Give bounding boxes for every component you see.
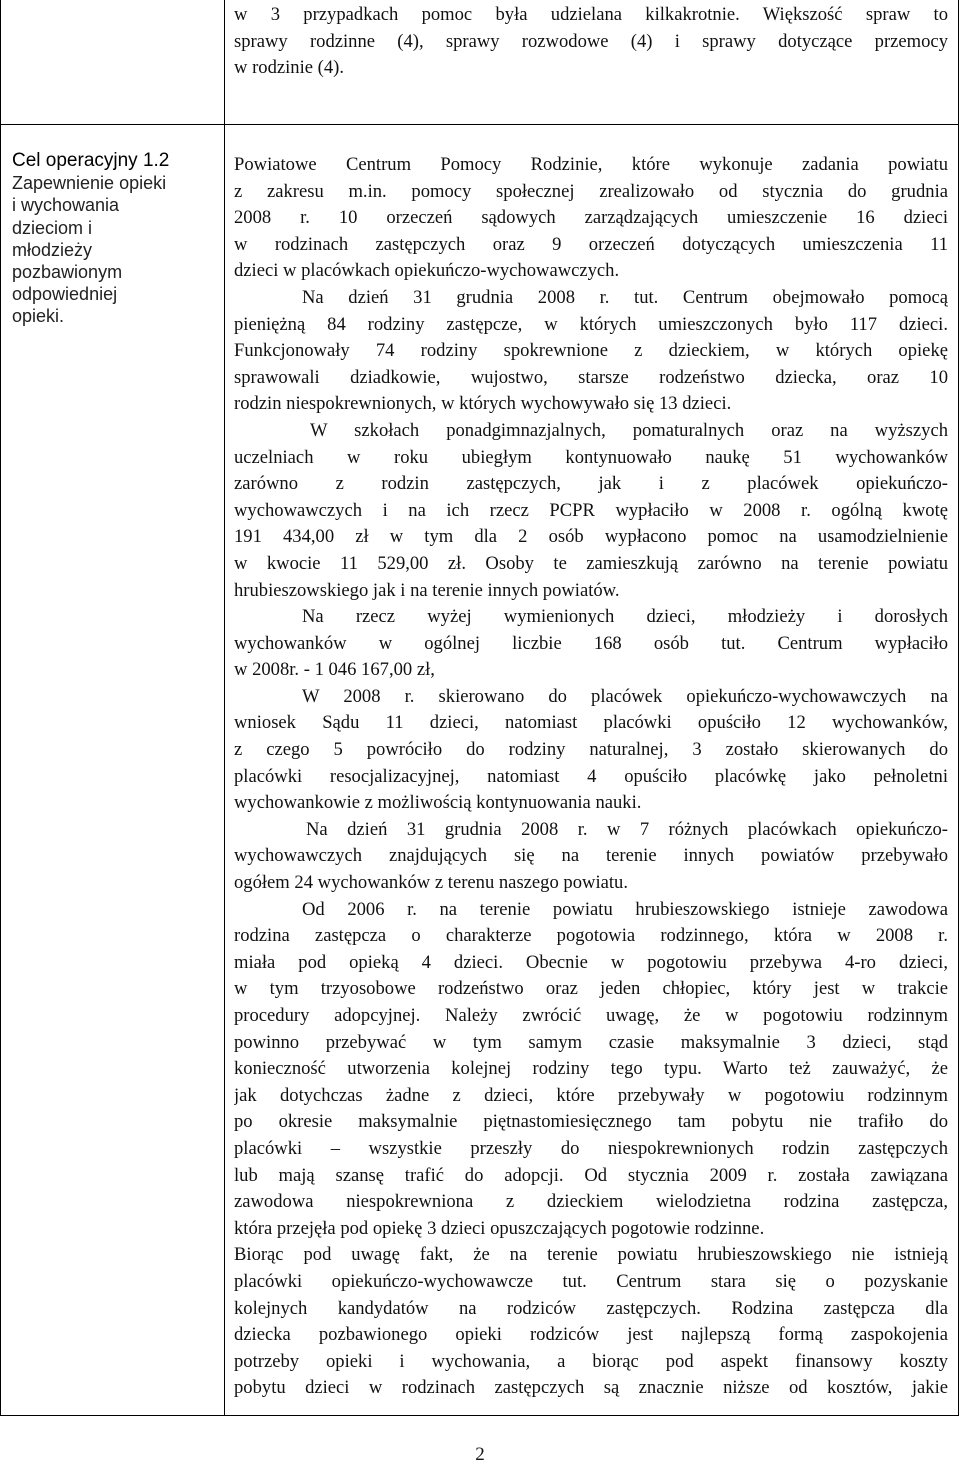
- text-line: 191 434,00 zł w tym dla 2 osób wypłacono pomoc na usamodzielnienie: [234, 526, 948, 548]
- goal-text-line: dzieciom i: [12, 217, 93, 238]
- text-line: w 3 przypadkach pomoc była udzielana kilkakrotnie. Większość spraw to: [234, 4, 948, 25]
- text-line: pieniężną 84 rodziny zastępcze, w których umieszczonych było 117 dzieci.: [234, 313, 948, 335]
- text-line: wychowankowie z możliwością kontynuowania nauki.: [234, 792, 642, 814]
- text-line: w rodzinie (4).: [234, 57, 344, 79]
- text-line: w kwocie 11 529,00 zł. Osoby te zamieszkują zarówno na terenie powiatu: [234, 552, 948, 574]
- table-border-right: [958, 0, 959, 1416]
- text-line: w rodzinach zastępczych oraz 9 orzeczeń dotyczących umieszczenia 11: [234, 233, 948, 255]
- text-line: Funkcjonowały 74 rodziny spokrewnione z dzieckiem, w których opiekę: [234, 340, 948, 362]
- goal-title: Cel operacyjny 1.2: [12, 150, 170, 171]
- goal-text-line: Zapewnienie opieki: [12, 173, 167, 194]
- table-row-divider: [0, 124, 959, 125]
- text-line: 2008 r. 10 orzeczeń sądowych zarządzających umieszczenie 16 dzieci: [234, 207, 948, 229]
- text-line: z zakresu m.in. pomocy społecznej zrealizowało od stycznia do grudnia: [234, 180, 948, 202]
- text-line: Biorąc pod uwagę fakt, że na terenie powiatu hrubieszowskiego nie istnieją: [234, 1244, 948, 1266]
- text-line: Na dzień 31 grudnia 2008 r. tut. Centrum obejmowało pomocą: [302, 286, 948, 308]
- text-line: W 2008 r. skierowano do placówek opiekuńczo-wychowawczych na: [302, 685, 948, 707]
- text-line: w tym trzyosobowe rodzeństwo oraz jeden chłopiec, który jest w trakcie: [234, 978, 948, 1000]
- text-line: z czego 5 powróciło do rodziny naturalnej, 3 zostało skierowanych do: [234, 739, 948, 761]
- text-line: placówki resocjalizacyjnej, natomiast 4 opuściło placówkę jako pełnoletni: [234, 765, 948, 787]
- page-number: 2: [475, 1444, 485, 1465]
- goal-text-line: i wychowania: [12, 195, 120, 216]
- text-line: powinno przebywać w tym samym czasie maksymalnie 3 dzieci, stąd: [234, 1031, 948, 1053]
- text-line: W szkołach ponadgimnazjalnych, pomaturalnych oraz na wyższych: [310, 419, 948, 441]
- text-line: Na dzień 31 grudnia 2008 r. w 7 różnych placówkach opiekuńczo-: [306, 818, 948, 840]
- text-line: ogółem 24 wychowanków z terenu naszego powiatu.: [234, 872, 628, 894]
- text-line: uczelniach w roku ubiegłym kontynuowało naukę 51 wychowanków: [234, 446, 948, 468]
- text-line: wniosek Sądu 11 dzieci, natomiast placówki opuściło 12 wychowanków,: [234, 712, 948, 734]
- text-line: wychowanków w ogólnej liczbie 168 osób tut. Centrum wypłaciło: [234, 632, 948, 654]
- table-border-left: [0, 0, 1, 1416]
- text-line: rodzin niespokrewnionych, w których wychowywało się 13 dzieci.: [234, 393, 732, 415]
- text-line: rodzina zastępcza o charakterze pogotowia rodzinnego, która w 2008 r.: [234, 925, 948, 947]
- goal-description: [234, 152, 948, 1402]
- text-line: konieczność utworzenia kolejnej rodziny tego typu. Warto też zauważyć, że: [234, 1058, 948, 1080]
- text-line: sprawy rodzinne (4), sprawy rozwodowe (4) i sprawy dotyczące przemocy: [234, 30, 948, 52]
- text-line: Na rzecz wyżej wymienionych dzieci, młodzieży i dorosłych: [302, 606, 948, 628]
- text-line: Powiatowe Centrum Pomocy Rodzinie, które wykonuje zadania powiatu: [234, 154, 948, 175]
- text-line: która przejęła pod opiekę 3 dzieci opuszczających pogotowie rodzinne.: [234, 1217, 765, 1239]
- text-line: dzieci w placówkach opiekuńczo-wychowawczych.: [234, 260, 620, 282]
- text-line: dziecka pozbawionego opieki rodziców jest najlepszą formą zaspokojenia: [234, 1324, 948, 1346]
- text-line: lub mają szansę trafić do adopcji. Od stycznia 2009 r. została zawiązana: [234, 1164, 948, 1186]
- text-line: Od 2006 r. na terenie powiatu hrubieszowskiego istnieje zawodowa: [302, 898, 948, 920]
- text-line: pobytu dzieci w rodzinach zastępczych są znacznie niższe od kosztów, jakie: [234, 1377, 948, 1399]
- text-line: placówki opiekuńczo-wychowawcze tut. Centrum stara się o pozyskanie: [234, 1270, 948, 1292]
- table-border-bottom: [0, 1415, 959, 1416]
- text-line: w 2008r. - 1 046 167,00 zł,: [234, 659, 435, 681]
- text-line: zarówno z rodzin zastępczych, jak i z placówek opiekuńczo-: [234, 473, 948, 495]
- text-line: sprawowali dziadkowie, wujostwo, starsze rodzeństwo dziecka, oraz 10: [234, 366, 948, 388]
- text-line: kolejnych kandydatów na rodziców zastępczych. Rodzina zastępcza dla: [234, 1297, 948, 1319]
- text-line: po okresie maksymalnie piętnastomiesięcznego tam pobytu nie trafiło do: [234, 1111, 948, 1133]
- text-line: miała pod opieką 4 dzieci. Obecnie w pogotowiu przebywa 4-ro dzieci,: [234, 951, 948, 973]
- text-line: jak dotychczas żadne z dzieci, które przebywały w pogotowiu rodzinnym: [234, 1084, 948, 1106]
- text-line: wychowawczych znajdujących się na terenie innych powiatów przebywało: [234, 845, 948, 867]
- table-column-divider: [224, 0, 225, 1416]
- text-line: zawodowa niespokrewniona z dzieckiem wielodzietna rodzina zastępcza,: [234, 1191, 948, 1213]
- goal-text-line: pozbawionym: [12, 262, 123, 283]
- text-line: placówki – wszystkie przeszły do niespokrewnionych rodzin zastępczych: [234, 1137, 948, 1159]
- text-line: potrzeby opieki i wychowania, a biorąc pod aspekt finansowy koszty: [234, 1350, 948, 1372]
- operational-goal: [12, 150, 212, 328]
- text-line: wychowawczych i na ich rzecz PCPR wypłaciło w 2008 r. ogólną kwotę: [234, 499, 948, 521]
- text-line: hrubieszowskiego jak i na terenie innych powiatów.: [234, 579, 620, 601]
- goal-text-line: odpowiedniej: [12, 284, 118, 305]
- goal-text-line: opieki.: [12, 306, 65, 327]
- text-line: procedury adopcyjnej. Należy zwrócić uwagę, że w pogotowiu rodzinnym: [234, 1005, 948, 1026]
- continuation-paragraph: [234, 2, 948, 82]
- goal-text-line: młodzieży: [12, 239, 93, 260]
